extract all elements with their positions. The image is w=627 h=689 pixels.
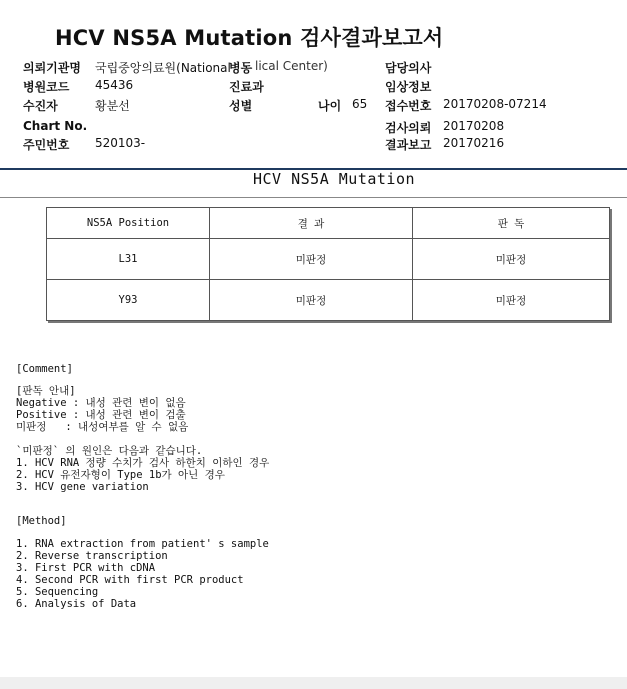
hospital-code-label: 병원코드 (23, 80, 70, 94)
method-heading: [Method] (16, 515, 67, 527)
interpretation-cell: 미판정 (413, 280, 610, 321)
method-step: 6. Analysis of Data (16, 598, 137, 610)
method-step: 5. Sequencing (16, 586, 99, 598)
request-date-label: 검사의뢰 (385, 121, 432, 135)
age-label: 나이 (318, 99, 342, 113)
result-cell: 미판정 (210, 239, 413, 280)
method-step: 2. Reverse transcription (16, 550, 168, 562)
institution-value: 국립중앙의료원(National (95, 61, 231, 75)
hospital-code-value: 45436 (95, 78, 134, 92)
receipt-value: 20170208-07214 (443, 97, 547, 111)
guide-line: Positive : 내성 관련 변이 검출 (16, 409, 186, 421)
column-header: 결 과 (210, 208, 413, 239)
column-header: NS5A Position (47, 208, 210, 239)
guide-heading: [판독 안내] (16, 385, 76, 397)
ward-label: 병동 (229, 61, 253, 75)
position-cell: L31 (47, 239, 210, 280)
sex-label: 성별 (229, 99, 253, 113)
comment-heading: [Comment] (16, 363, 73, 375)
table-header-row (47, 208, 610, 239)
position-cell: Y93 (47, 280, 210, 321)
reason-intro: `미판정` 의 원인은 다음과 같습니다. (16, 445, 203, 457)
result-cell: 미판정 (210, 280, 413, 321)
report-date-value: 20170216 (443, 136, 505, 150)
reason-item: 1. HCV RNA 정량 수치가 검사 하한치 이하인 경우 (16, 457, 270, 469)
guide-line: 미판정 : 내성여부를 알 수 없음 (16, 421, 189, 433)
reason-item: 3. HCV gene variation (16, 481, 149, 493)
report-subtitle: HCV NS5A Mutation (253, 170, 416, 188)
doctor-label: 담당의사 (385, 61, 432, 75)
patient-value: 황분선 (95, 99, 130, 113)
table-row (47, 280, 610, 321)
patient-label: 수진자 (23, 99, 58, 113)
page-bottom-bar (0, 677, 627, 689)
chart-label: Chart No. (23, 119, 88, 133)
report-date-label: 결과보고 (385, 138, 432, 152)
report-title: HCV NS5A Mutation 검사결과보고서 (55, 26, 444, 50)
request-date-value: 20170208 (443, 119, 505, 133)
age-value: 65 (352, 97, 368, 111)
institution-overlap-text: lical Center) (255, 59, 328, 73)
subtitle-divider (0, 197, 627, 198)
id-value: 520103- (95, 136, 146, 150)
guide-line: Negative : 내성 관련 변이 없음 (16, 397, 186, 409)
method-step: 1. RNA extraction from patient' s sample (16, 538, 269, 550)
method-step: 4. Second PCR with first PCR product (16, 574, 244, 586)
receipt-label: 접수번호 (385, 99, 432, 113)
interpretation-cell: 미판정 (413, 239, 610, 280)
results-table (46, 207, 610, 321)
department-label: 진료과 (229, 80, 264, 94)
clinical-info-label: 임상정보 (385, 80, 432, 94)
table-row (47, 239, 610, 280)
method-step: 3. First PCR with cDNA (16, 562, 156, 574)
reason-item: 2. HCV 유전자형이 Type 1b가 아닌 경우 (16, 469, 225, 481)
column-header: 판 독 (413, 208, 610, 239)
id-label: 주민번호 (23, 138, 70, 152)
institution-label: 의뢰기관명 (23, 61, 81, 75)
